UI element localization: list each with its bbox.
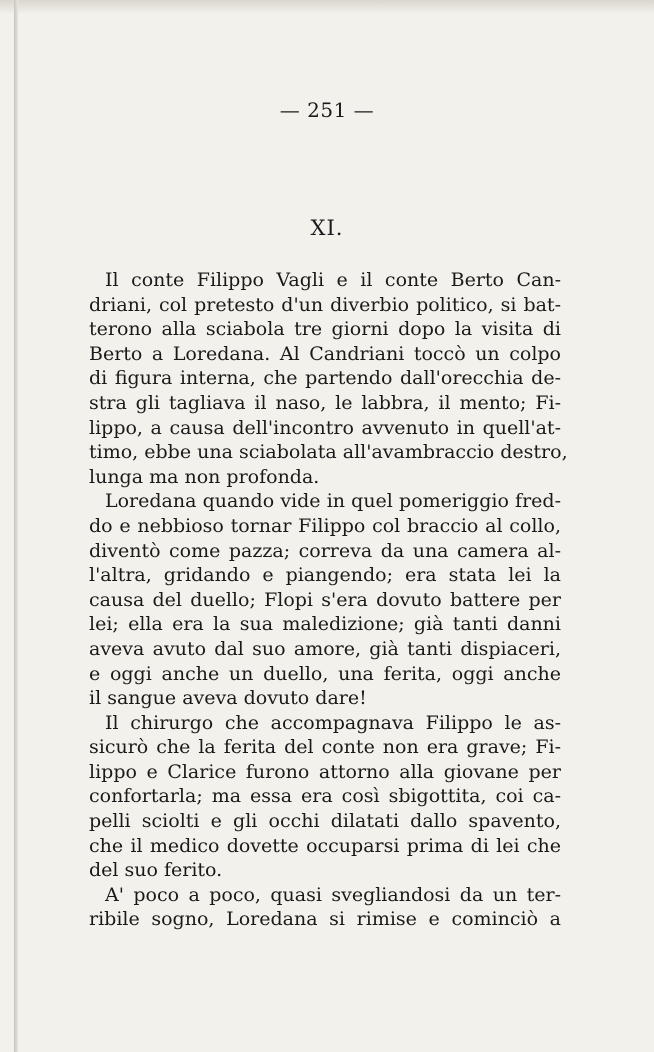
text-line: Berto a Loredana. Al Candriani toccò un colpo bbox=[89, 342, 561, 365]
body-text bbox=[89, 268, 568, 932]
text-line: aveva avuto dal suo amore, già tanti dispiaceri, bbox=[89, 637, 561, 660]
text-line: timo, ebbe una sciabolata all'avambraccio destro, bbox=[89, 441, 568, 464]
text-line: causa del duello; Flopi s'era dovuto battere per bbox=[89, 588, 561, 611]
text-line: lei; ella era la sua maledizione; già tanti danni bbox=[89, 613, 561, 636]
text-line: diventò come pazza; correva da una camera al- bbox=[89, 539, 561, 562]
text-line: ribile sogno, Loredana si rimise e cominciò a bbox=[89, 908, 561, 931]
text-line: Il conte Filippo Vagli e il conte Berto Can- bbox=[105, 269, 561, 291]
page-spine-edge bbox=[14, 0, 18, 1052]
text-line: il sangue aveva dovuto dare! bbox=[89, 687, 367, 710]
text-line: lippo e Clarice furono attorno alla giovane per bbox=[89, 760, 561, 783]
text-line: e oggi anche un duello, una ferita, oggi anche bbox=[89, 662, 561, 685]
text-line: del suo ferito. bbox=[89, 859, 223, 882]
text-line: stra gli tagliava il naso, le labbra, il mento; Fi- bbox=[89, 391, 561, 414]
chapter-heading: XI. bbox=[310, 216, 344, 240]
text-line: di figura interna, che partendo dall'orecchia de- bbox=[89, 367, 561, 390]
text-line: lunga ma non profonda. bbox=[89, 465, 320, 488]
text-line: do e nebbioso tornar Filippo col braccio al collo, bbox=[89, 514, 561, 537]
text-line: Loredana quando vide in quel pomeriggio fred- bbox=[105, 490, 561, 513]
text-line: sicurò che la ferita del conte non era grave; Fi- bbox=[89, 736, 561, 759]
page-number: — 251 — bbox=[279, 98, 375, 122]
text-line: pelli sciolti e gli occhi dilatati dallo spavento, bbox=[89, 810, 561, 833]
text-line: l'altra, gridando e piangendo; era stata lei la bbox=[89, 564, 561, 587]
page-top-shadow bbox=[0, 0, 654, 14]
text-line: che il medico dovette occuparsi prima di lei che bbox=[89, 834, 561, 857]
text-line: Il chirurgo che accompagnava Filippo le as- bbox=[105, 711, 561, 734]
text-line: driani, col pretesto d'un diverbio politico, si bat- bbox=[89, 293, 561, 316]
text-line: terono alla sciabola tre giorni dopo la visita di bbox=[89, 318, 561, 341]
text-line: A' poco a poco, quasi svegliandosi da un ter- bbox=[105, 883, 561, 906]
text-line: lippo, a causa dell'incontro avvenuto in quell'at- bbox=[89, 416, 561, 439]
text-line: confortarla; ma essa era così sbigottita, coi ca- bbox=[89, 785, 561, 808]
